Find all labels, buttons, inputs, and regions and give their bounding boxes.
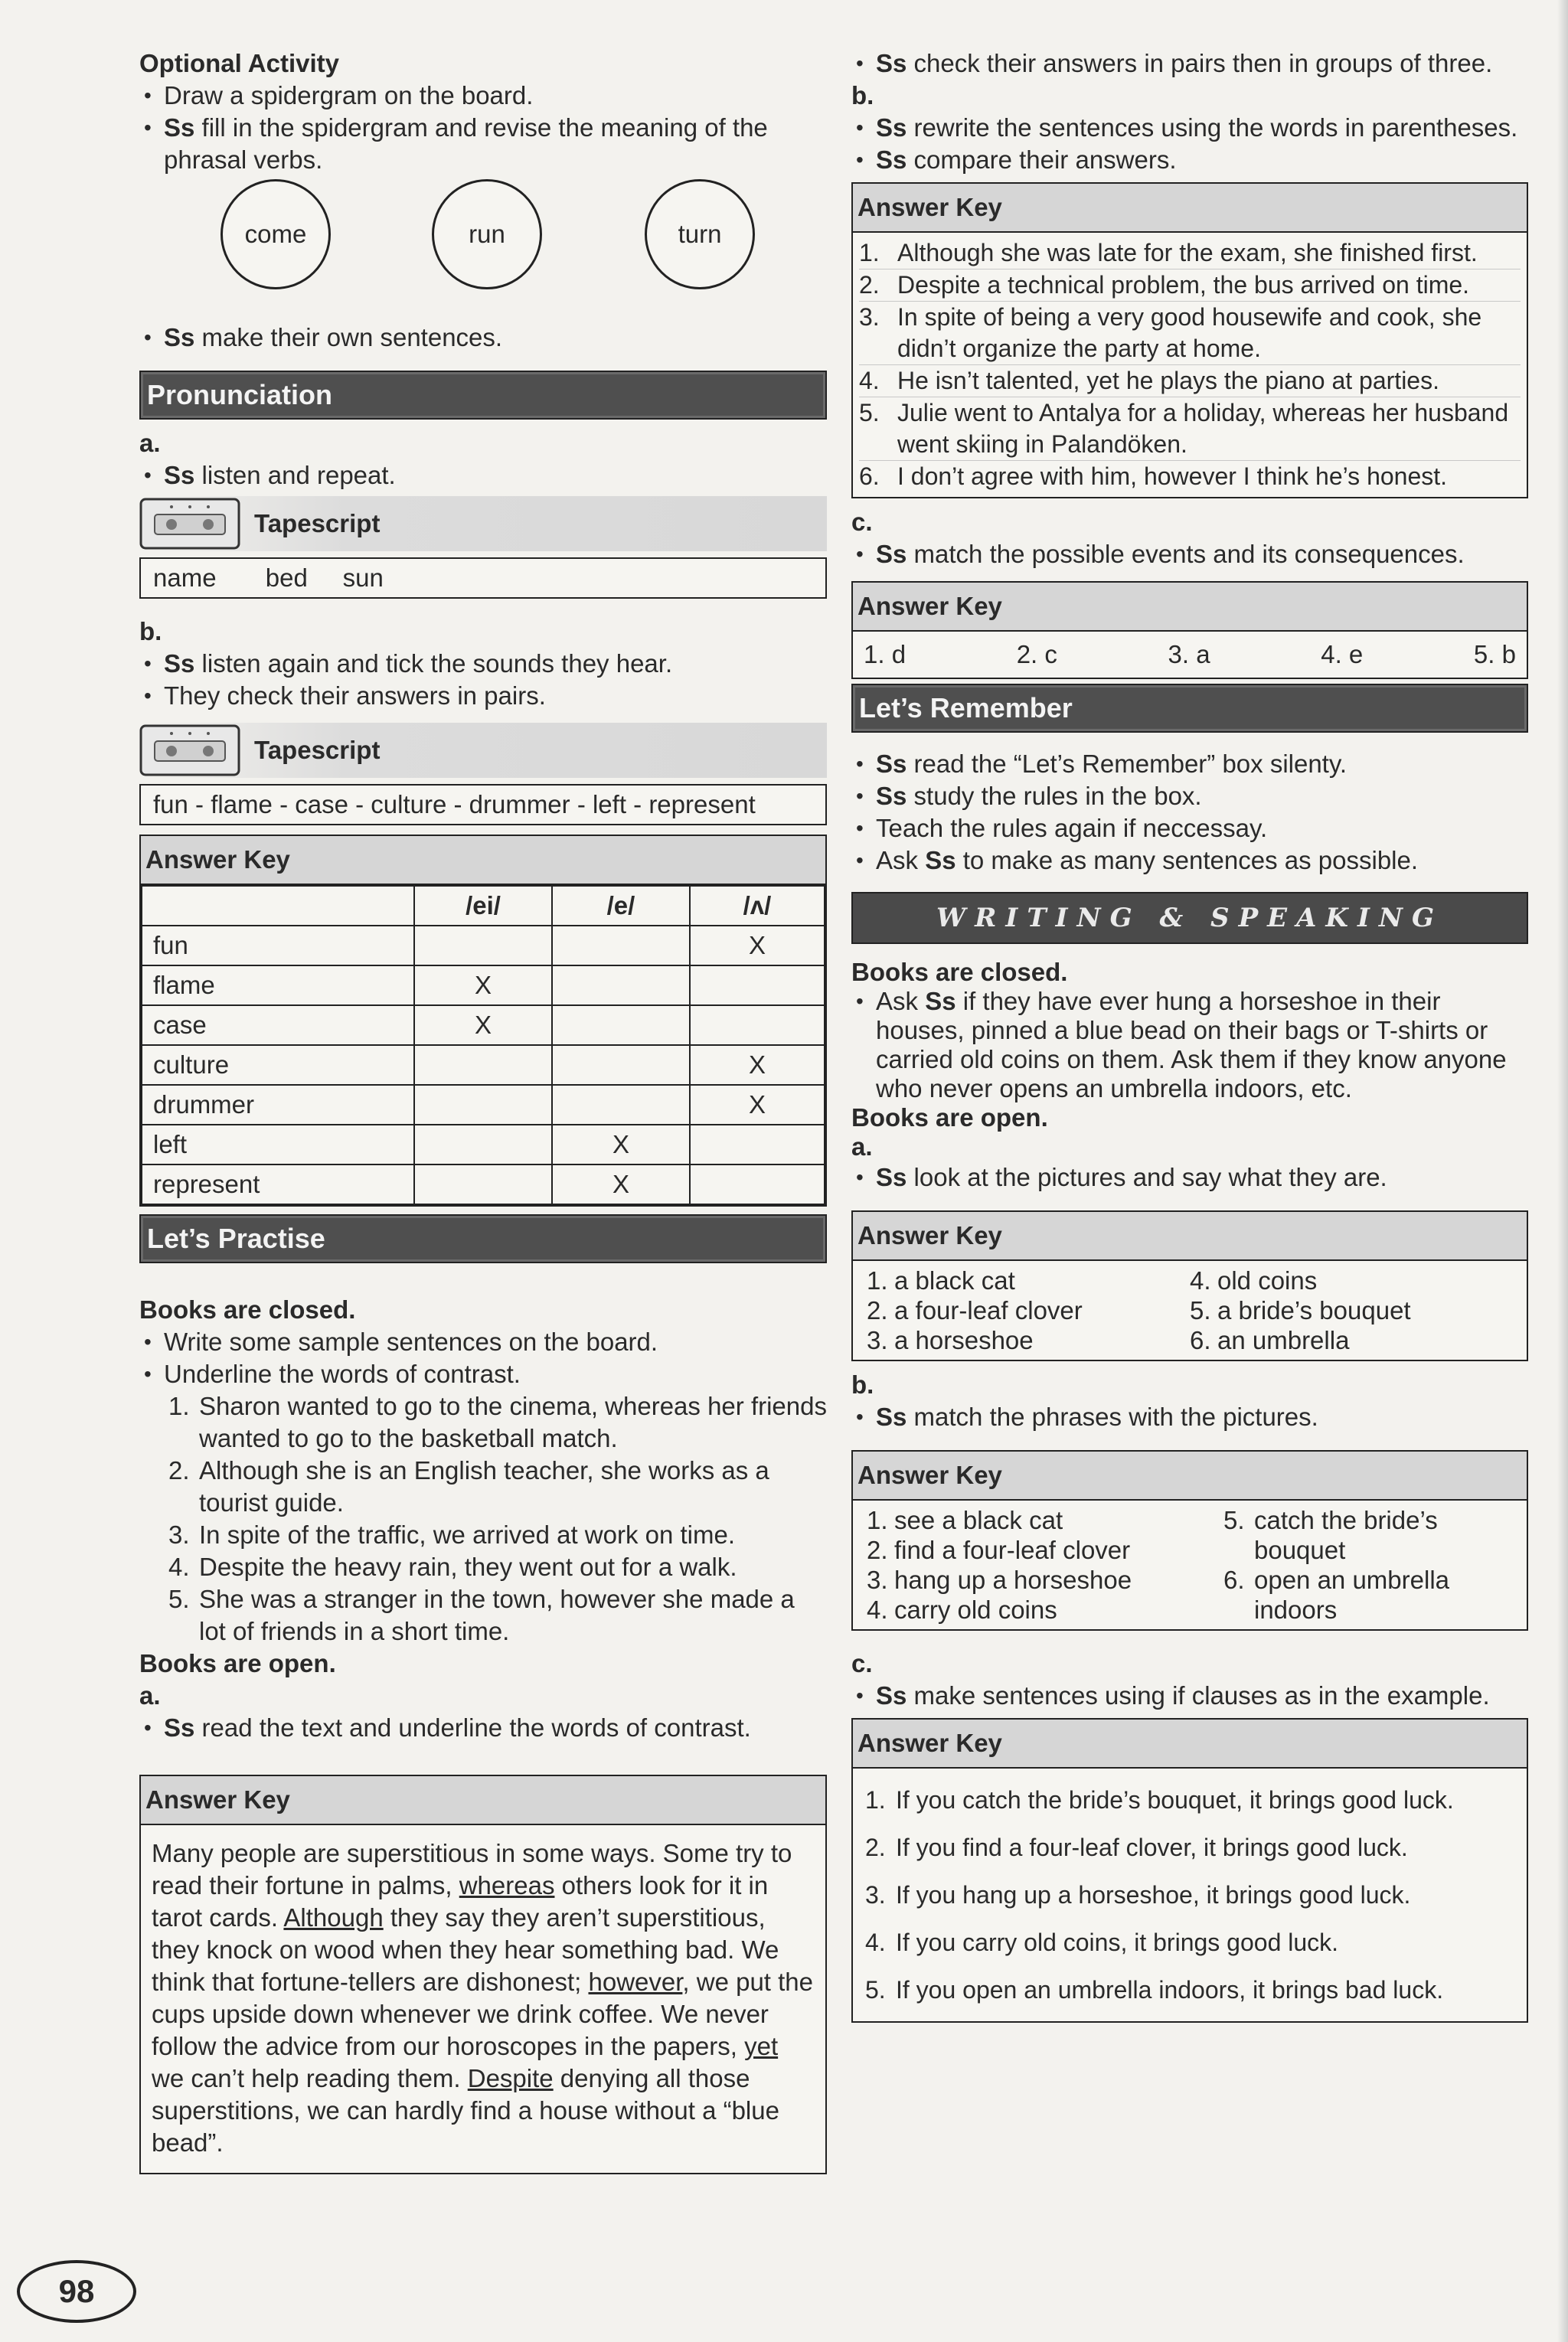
cassette-icon [139, 498, 240, 550]
table-header-cell: /e/ [552, 886, 690, 926]
table-row [142, 1125, 825, 1164]
tapescript-header [139, 496, 827, 551]
answer-key-title: Answer Key [853, 583, 1527, 632]
table-header-cell: /ʌ/ [690, 886, 825, 926]
text-segment: others look for it in tarot cards. [152, 1871, 769, 1932]
text-segment: , we put the cups upside down whenever we drink coffee. We never follow the advice from our horoscopes in the papers, [152, 1968, 814, 2060]
left-column [139, 47, 827, 2174]
list-item: • Draw a spidergram on the board. [139, 80, 827, 112]
section-header-pronunciation: Pronunciation [139, 371, 827, 420]
list-item: • Ss listen again and tick the sounds they hear. [139, 648, 827, 680]
list-item: • Ss read the “Let’s Remember” box silenty. [851, 748, 1528, 780]
list-item: 2. Although she is an English teacher, she works as a tourist guide. [168, 1456, 769, 1517]
section-header-lets-remember: Let’s Remember [851, 684, 1528, 733]
list-item: 5. catch the bride’s bouquet [1223, 1506, 1438, 1564]
sub-label-c: c. [851, 508, 873, 536]
answer-item: 4. e [1321, 640, 1364, 668]
table-cell: X [690, 1045, 825, 1085]
table-cell [414, 1045, 552, 1085]
list-item: 6. an umbrella [1190, 1326, 1350, 1354]
table-header-cell [142, 886, 414, 926]
list-item: 5. a bride’s bouquet [1190, 1296, 1411, 1325]
section-header-lets-practise: Let’s Practise [139, 1214, 827, 1263]
list-item: • Underline the words of contrast. [139, 1358, 827, 1390]
answer-key-text [139, 1775, 827, 2174]
list-item: • Ss look at the pictures and say what they are. [851, 1161, 1528, 1194]
answer-item: 3. a [1168, 640, 1210, 668]
answer-key-pronunciation [139, 835, 827, 1207]
list-item: • Ss match the possible events and its consequences. [851, 538, 1528, 570]
table-cell [552, 1005, 690, 1045]
answer-key-title: Answer Key [853, 1452, 1527, 1501]
answer-key-title: Answer Key [853, 184, 1527, 233]
table-row [142, 926, 825, 965]
table-cell [414, 926, 552, 965]
cassette-icon [139, 724, 240, 776]
list-item: • Ss listen and repeat. [139, 459, 827, 492]
books-open-label: Books are open. [139, 1649, 336, 1677]
sub-label-b: b. [851, 1370, 874, 1399]
spider-circle-come: come [220, 179, 331, 289]
contrast-word: Despite [467, 2064, 554, 2092]
list-item: 2. a four-leaf clover [867, 1296, 1083, 1325]
tapescript-header [139, 723, 827, 778]
table-cell [552, 926, 690, 965]
answer-item: 5. b [1473, 640, 1516, 668]
sub-label-a: a. [139, 429, 161, 457]
list-item: 6. open an umbrella indoors [1223, 1566, 1450, 1624]
table-cell: flame [142, 965, 414, 1005]
list-item: 3. In spite of the traffic, we arrived at work on time. [168, 1521, 736, 1549]
list-item: • Ss make their own sentences. [139, 322, 827, 354]
list-item: 4. He isn’t talented, yet he plays the piano at parties. [859, 365, 1521, 397]
list-item: 4. carry old coins [867, 1596, 1057, 1624]
contrast-word: Although [283, 1903, 384, 1932]
list-item: • They check their answers in pairs. [139, 680, 827, 712]
table-cell [552, 1045, 690, 1085]
list-item: 5. She was a stranger in the town, however she made a lot of friends in a short time. [168, 1585, 795, 1645]
list-item: • Ask Ss if they have ever hung a horseshoe in their houses, pinned a blue bead on their bags or T-shirts or carried old coins on them. Ask them if they know anyone who never opens an umbrella indoors, etc. [851, 987, 1528, 1103]
own-sentences-bullet [139, 322, 827, 354]
answer-key-ws-c [851, 1718, 1528, 2023]
books-closed-label: Books are closed. [139, 1295, 356, 1324]
table-header-row [142, 886, 825, 926]
list-item: 1. a black cat [867, 1266, 1015, 1295]
answer-key-c [851, 581, 1528, 679]
list-item: 2. If you find a four-leaf clover, it brings good luck. [865, 1834, 1408, 1861]
list-item: • Ss rewrite the sentences using the words in parentheses. [851, 112, 1528, 144]
tapescript-title: Tapescript [254, 509, 381, 537]
list-item: 4. If you carry old coins, it brings good luck. [865, 1929, 1339, 1956]
list-item: 3. a horseshoe [867, 1326, 1034, 1354]
answer-key-title: Answer Key [853, 1720, 1527, 1769]
list-item: • Ask Ss to make as many sentences as possible. [851, 844, 1528, 877]
sub-label-a: a. [851, 1132, 873, 1161]
list-item: • Teach the rules again if neccessay. [851, 812, 1528, 844]
list-item: • Ss read the text and underline the words of contrast. [139, 1712, 827, 1744]
list-item: 2. find a four-leaf clover [867, 1536, 1131, 1564]
text-segment: Many people are superstitious in some ways. Some try to read their fortune in palms, [152, 1839, 792, 1899]
list-item: • Write some sample sentences on the board. [139, 1326, 827, 1358]
table-row [142, 1005, 825, 1045]
answer-key-title: Answer Key [141, 1776, 825, 1825]
books-closed-label: Books are closed. [851, 958, 1068, 986]
list-item: • Ss make sentences using if clauses as in the example. [851, 1680, 1528, 1712]
list-item: • Ss check their answers in pairs then in groups of three. [851, 47, 1528, 80]
answer-key-b [851, 182, 1528, 498]
table-cell [552, 1085, 690, 1125]
table-cell [414, 1164, 552, 1204]
page-number: 98 [17, 2260, 136, 2323]
list-item: • Ss fill in the spidergram and revise the meaning of the phrasal verbs. [139, 112, 827, 176]
answer-key-paragraph [141, 1825, 825, 2173]
table-cell [414, 1125, 552, 1164]
spider-circle-run: run [432, 179, 542, 289]
table-row [142, 1045, 825, 1085]
contrast-word: however [588, 1968, 683, 1996]
sub-label-a: a. [139, 1681, 161, 1710]
table-cell: X [690, 926, 825, 965]
table-cell: X [552, 1125, 690, 1164]
contrast-word: yet [744, 2032, 779, 2060]
table-cell [414, 1085, 552, 1125]
answer-key-ws-b [851, 1450, 1528, 1631]
answer-key-title: Answer Key [853, 1212, 1527, 1261]
list-item: 1. see a black cat [867, 1506, 1063, 1534]
text-segment: we can’t help reading them. [152, 2064, 468, 2092]
table-cell [690, 965, 825, 1005]
table-cell: X [414, 965, 552, 1005]
optional-activity-title: Optional Activity [139, 49, 339, 77]
right-column [851, 47, 1528, 2023]
text-segment: denying all those superstitions, we can hardly find a house without a “blue bead”. [152, 2064, 779, 2157]
list-item: • Ss match the phrases with the pictures. [851, 1401, 1528, 1433]
tapescript-box: fun - flame - case - culture - drummer - left - represent [139, 784, 827, 825]
books-open-label: Books are open. [851, 1103, 1048, 1132]
list-item: 5. Julie went to Antalya for a holiday, whereas her husband went skiing in Palandöken. [859, 397, 1521, 461]
text-segment: they say they aren’t superstitious, they knock on wood when they hear something bad. We think that fortune-tellers are dishonest; [152, 1903, 779, 1996]
table-cell: X [552, 1164, 690, 1204]
table-row [142, 1085, 825, 1125]
answer-item: 2. c [1016, 640, 1057, 668]
list-item: 6. I don’t agree with him, however I think he’s honest. [859, 462, 1448, 490]
list-item: 1. Sharon wanted to go to the cinema, whereas her friends wanted to go to the basketball match. [168, 1392, 827, 1452]
section-header-writing-speaking: WRITING & SPEAKING [851, 892, 1528, 944]
sub-label-b: b. [851, 81, 874, 109]
table-cell: left [142, 1125, 414, 1164]
list-item: 3. In spite of being a very good housewife and cook, she didn’t organize the party at home. [859, 302, 1521, 365]
list-item: • Ss compare their answers. [851, 144, 1528, 176]
contrast-word: whereas [459, 1871, 555, 1899]
table-row [142, 965, 825, 1005]
table-cell [552, 965, 690, 1005]
table-header-cell: /ei/ [414, 886, 552, 926]
table-cell [690, 1005, 825, 1045]
table-cell [690, 1164, 825, 1204]
answer-key-ws-a [851, 1210, 1528, 1361]
table-cell: case [142, 1005, 414, 1045]
list-item: 5. If you open an umbrella indoors, it brings bad luck. [865, 1976, 1444, 2004]
sub-label-b: b. [139, 617, 162, 645]
list-item: 4. old coins [1190, 1266, 1318, 1295]
list-item: 3. hang up a horseshoe [867, 1566, 1132, 1594]
sub-label-c: c. [851, 1649, 873, 1677]
table-cell: X [690, 1085, 825, 1125]
list-item: 1. If you catch the bride’s bouquet, it brings good luck. [865, 1786, 1454, 1814]
table-row [142, 1164, 825, 1204]
table-cell: X [414, 1005, 552, 1045]
table-cell [690, 1125, 825, 1164]
optional-bullets [139, 80, 827, 176]
answer-item: 1. d [864, 640, 906, 668]
table-cell: drummer [142, 1085, 414, 1125]
table-cell: fun [142, 926, 414, 965]
page-edge-shadow [1557, 0, 1568, 2342]
pronunciation-table [141, 885, 825, 1205]
spidergram [139, 176, 827, 322]
example-sentences [139, 1390, 827, 1648]
answer-key-title: Answer Key [141, 836, 825, 885]
table-cell: represent [142, 1164, 414, 1204]
tapescript-title: Tapescript [254, 736, 381, 764]
list-item: 4. Despite the heavy rain, they went out for a walk. [168, 1553, 737, 1581]
list-item: 1. Although she was late for the exam, she finished first. [859, 237, 1521, 269]
spider-circle-turn: turn [645, 179, 755, 289]
list-item: 2. Despite a technical problem, the bus arrived on time. [859, 269, 1521, 302]
list-item: 3. If you hang up a horseshoe, it brings good luck. [865, 1881, 1411, 1909]
list-item: • Ss study the rules in the box. [851, 780, 1528, 812]
tapescript-box: name bed sun [139, 557, 827, 599]
table-cell: culture [142, 1045, 414, 1085]
